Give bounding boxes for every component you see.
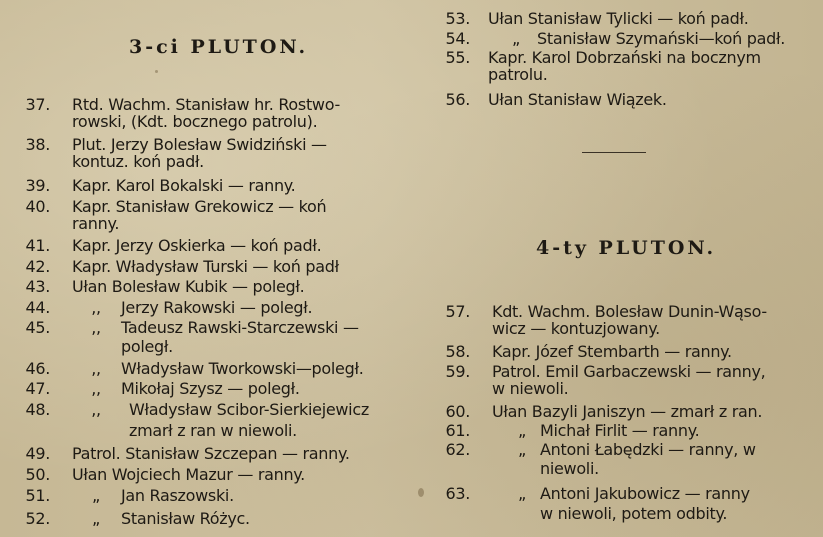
entry-number: 56.	[445, 90, 470, 109]
entry-number: 47.	[25, 379, 50, 398]
entry-text: Kapr. Karol Bokalski — ranny.	[72, 176, 296, 195]
entry-text: Mikołaj Szysz — poległ.	[121, 379, 300, 398]
entry-number: 59.	[445, 362, 470, 381]
ditto-mark: ,,	[91, 318, 101, 337]
entry-text: Ułan Bolesław Kubik — poległ.	[72, 277, 305, 296]
entry-text: Rtd. Wachm. Stanisław hr. Rostwo-	[72, 95, 340, 114]
entry-number: 60.	[445, 402, 470, 421]
entry-text: w niewoli.	[492, 379, 569, 398]
entry-text: Ułan Stanisław Wiązek.	[488, 90, 667, 109]
entry-text: rowski, (Kdt. bocznego patrolu).	[72, 112, 318, 131]
entry-number: 55.	[445, 48, 470, 67]
entry-text: Kapr. Józef Stembarth — ranny.	[492, 342, 732, 361]
entry-text: niewoli.	[540, 459, 599, 478]
ditto-mark: „	[92, 509, 100, 528]
section-divider	[582, 152, 646, 153]
entry-text: Stanisław Szymański—koń padł.	[537, 29, 786, 48]
entry-number: 61.	[445, 421, 470, 440]
entry-text: Władysław Tworkowski—poległ.	[121, 359, 364, 378]
entry-number: 39.	[25, 176, 50, 195]
entry-text: Jan Raszowski.	[121, 486, 234, 505]
entry-number: 43.	[25, 277, 50, 296]
paper-speck	[155, 70, 158, 73]
entry-number: 38.	[25, 135, 50, 154]
entry-number: 52.	[25, 509, 50, 528]
ditto-mark: „	[518, 484, 526, 503]
entry-text: patrolu.	[488, 65, 548, 84]
ditto-mark: „	[92, 486, 100, 505]
entry-number: 42.	[25, 257, 50, 276]
entry-text: Tadeusz Rawski-Starczewski —	[121, 318, 359, 337]
section-heading-3: 3-ci PLUTON.	[129, 36, 309, 58]
entry-text: Władysław Scibor-Sierkiejewicz	[129, 400, 369, 419]
entry-text: Antoni Łabędzki — ranny, w	[540, 440, 756, 459]
entry-number: 51.	[25, 486, 50, 505]
entry-text: Kapr. Władysław Turski — koń padł	[72, 257, 339, 276]
entry-number: 37.	[25, 95, 50, 114]
ditto-mark: ,,	[91, 400, 101, 419]
entry-number: 48.	[25, 400, 50, 419]
ditto-mark: ,,	[91, 379, 101, 398]
ditto-mark: „	[518, 421, 526, 440]
entry-text: Antoni Jakubowicz — ranny	[540, 484, 750, 503]
entry-text: Kapr. Jerzy Oskierka — koń padł.	[72, 236, 322, 255]
entry-number: 41.	[25, 236, 50, 255]
entry-number: 49.	[25, 444, 50, 463]
entry-text: w niewoli, potem odbity.	[540, 504, 728, 523]
entry-number: 58.	[445, 342, 470, 361]
entry-text: Ułan Wojciech Mazur — ranny.	[72, 465, 305, 484]
section-heading-4: 4-ty PLUTON.	[536, 237, 717, 259]
ditto-mark: ,,	[91, 298, 101, 317]
entry-number: 40.	[25, 197, 50, 216]
entry-text: kontuz. koń padł.	[72, 152, 204, 171]
entry-number: 63.	[445, 484, 470, 503]
entry-number: 45.	[25, 318, 50, 337]
ditto-mark: „	[518, 440, 526, 459]
entry-text: Ułan Stanisław Tylicki — koń padł.	[488, 9, 749, 28]
entry-number: 46.	[25, 359, 50, 378]
entry-text: Ułan Bazyli Janiszyn — zmarł z ran.	[492, 402, 763, 421]
entry-number: 50.	[25, 465, 50, 484]
entry-text: Patrol. Stanisław Szczepan — ranny.	[72, 444, 350, 463]
entry-number: 54.	[445, 29, 470, 48]
entry-text: Kapr. Stanisław Grekowicz — koń	[72, 197, 327, 216]
entry-text: Kdt. Wachm. Bolesław Dunin-Wąso-	[492, 302, 767, 321]
paper-speck	[418, 488, 424, 497]
entry-text: wicz — kontuzjowany.	[492, 319, 660, 338]
entry-text: Plut. Jerzy Bolesław Swidziński —	[72, 135, 327, 154]
entry-text: Kapr. Karol Dobrzański na bocznym	[488, 48, 761, 67]
ditto-mark: ,,	[91, 359, 101, 378]
entry-number: 57.	[445, 302, 470, 321]
entry-text: Stanisław Różyc.	[121, 509, 250, 528]
entry-text: Patrol. Emil Garbaczewski — ranny,	[492, 362, 766, 381]
entry-number: 53.	[445, 9, 470, 28]
ditto-mark: „	[512, 29, 520, 48]
entry-text: poległ.	[121, 337, 173, 356]
entry-text: Jerzy Rakowski — poległ.	[121, 298, 313, 317]
entry-number: 62.	[445, 440, 470, 459]
entry-text: ranny.	[72, 214, 120, 233]
entry-number: 44.	[25, 298, 50, 317]
entry-text: Michał Firlit — ranny.	[540, 421, 700, 440]
entry-text: zmarł z ran w niewoli.	[129, 421, 297, 440]
